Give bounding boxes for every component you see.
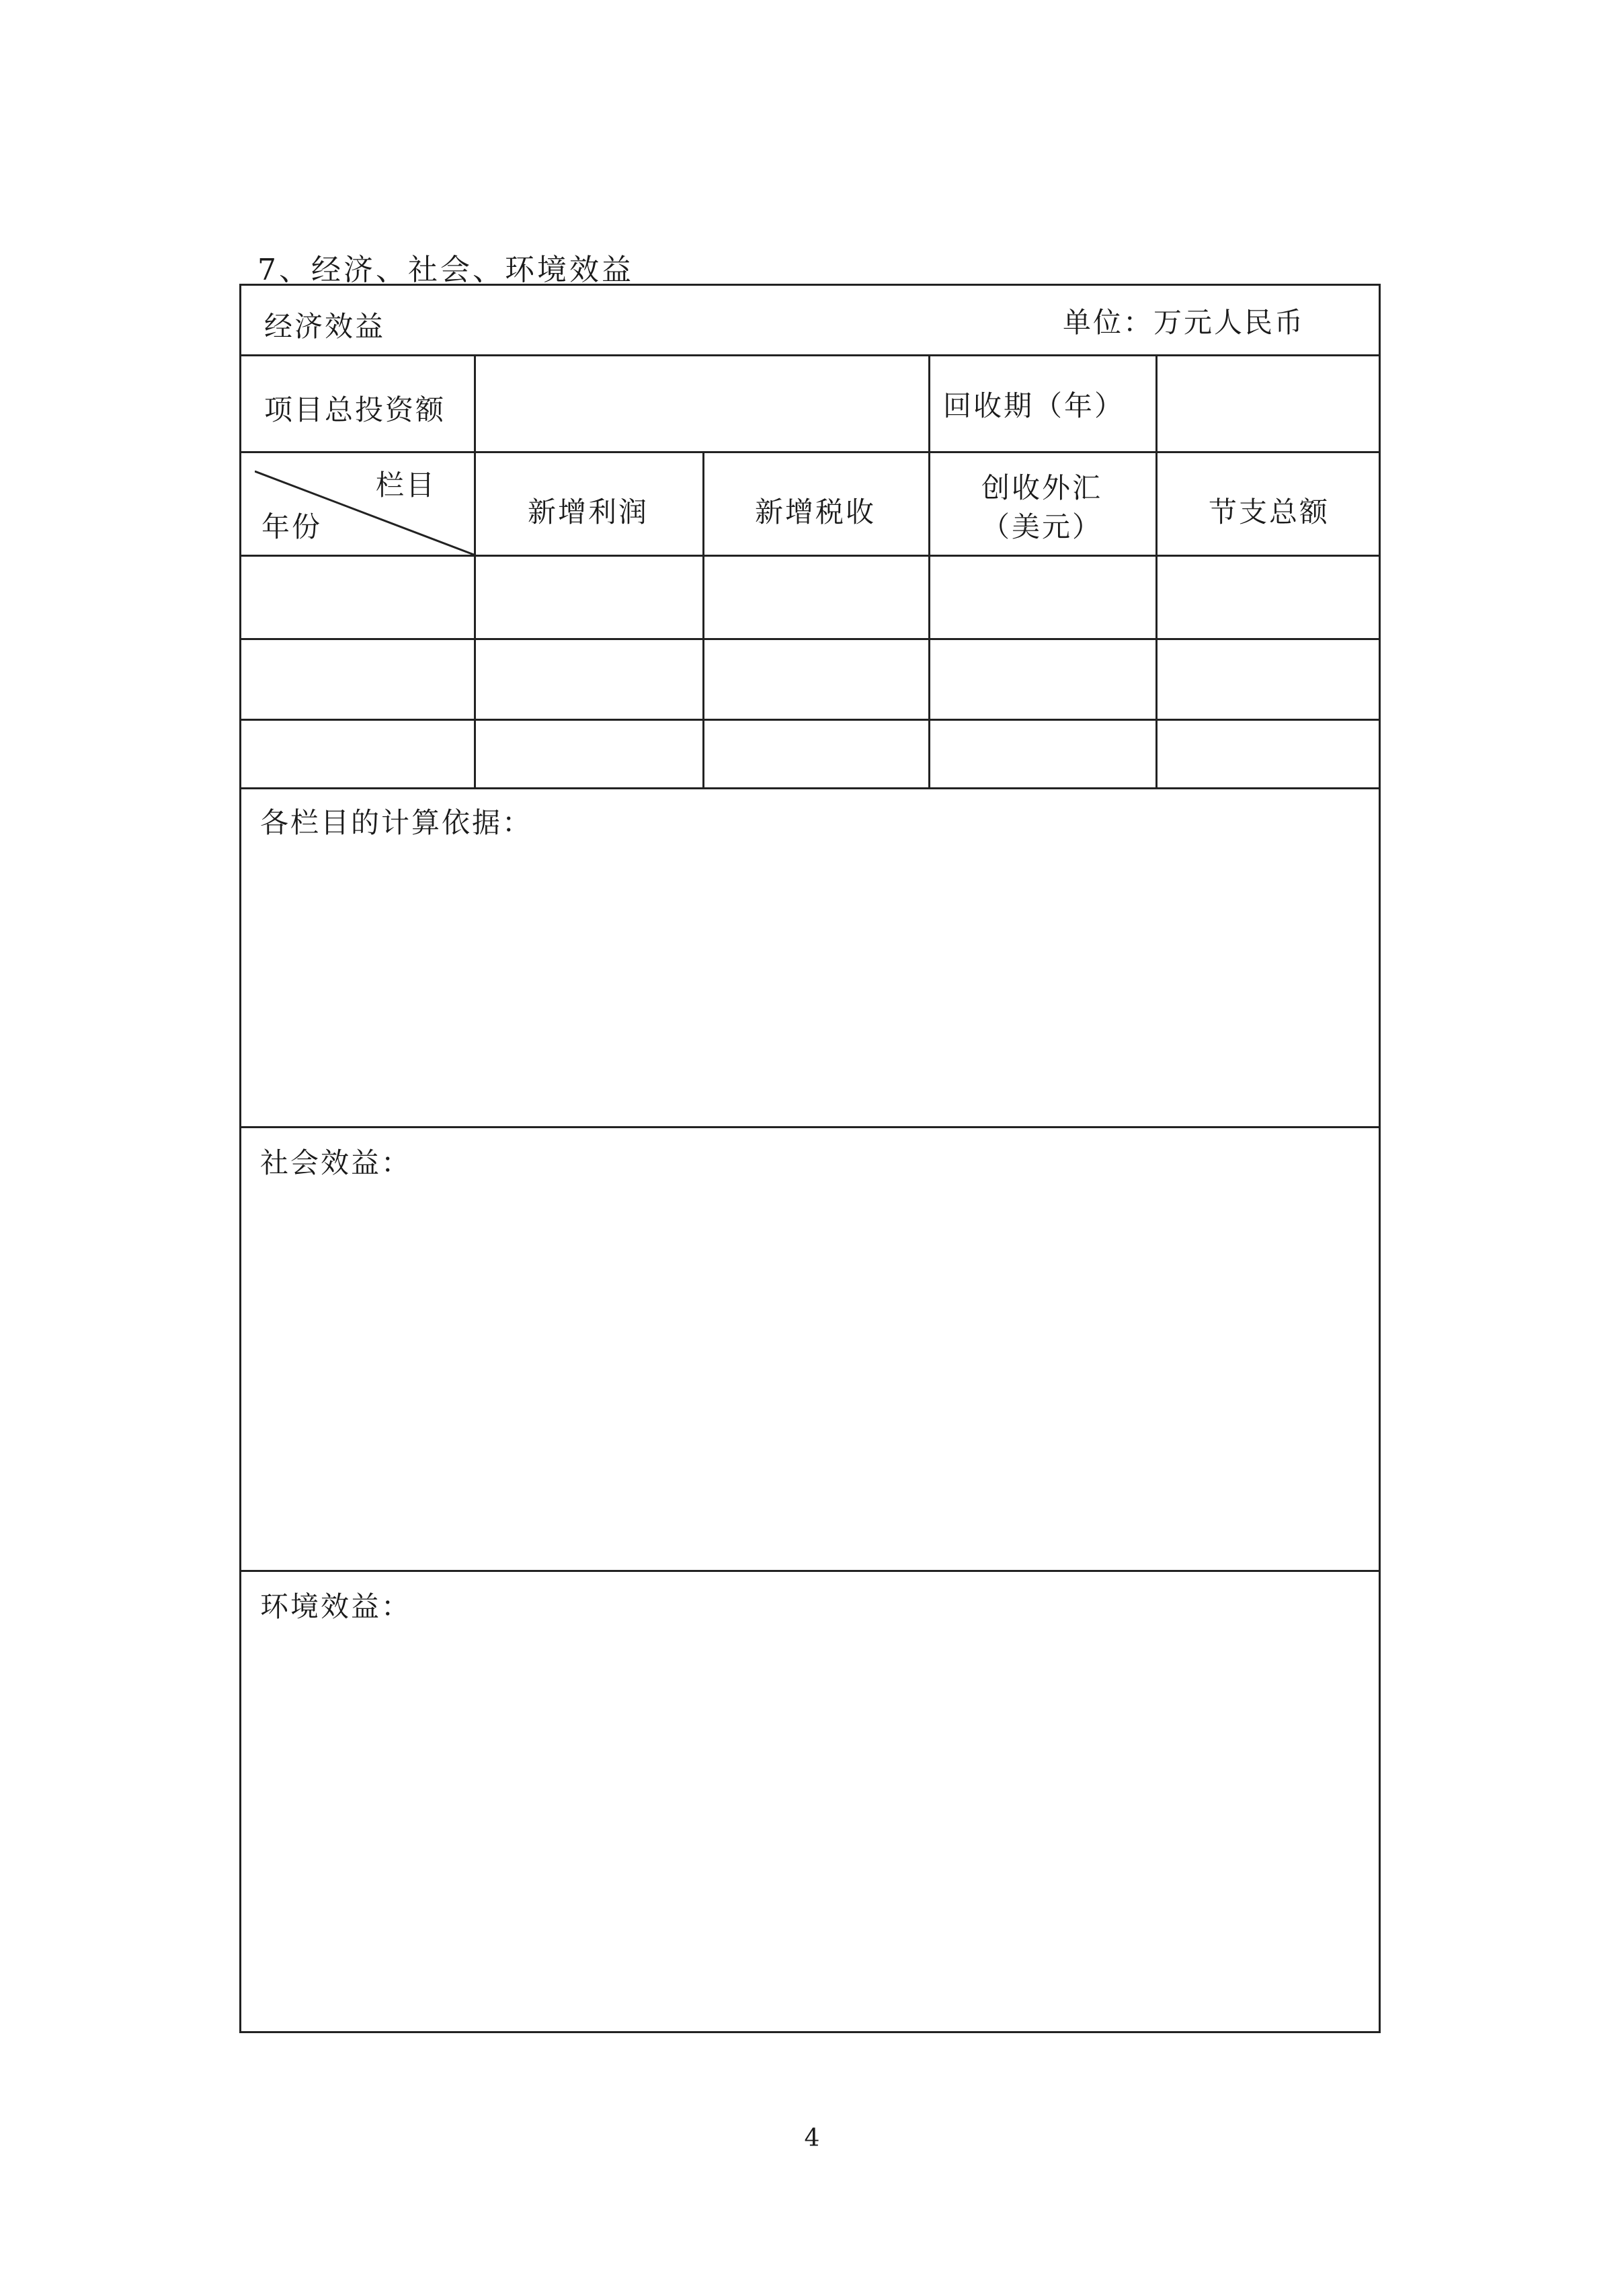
column-divider <box>474 354 476 451</box>
column-header-forex-unit: （美元） <box>981 510 1102 543</box>
column-header-savings: 节支总额 <box>1208 496 1330 528</box>
table-row[interactable] <box>241 719 1379 787</box>
table-row[interactable] <box>241 555 1379 638</box>
currency-unit-label: 单位：万元人民币 <box>1063 306 1305 339</box>
row-divider <box>241 451 1379 453</box>
column-header-forex: 创收外汇 <box>981 471 1102 504</box>
economic-benefit-title: 经济效益 <box>264 310 386 343</box>
social-benefit-area[interactable] <box>241 1180 1379 1570</box>
calculation-basis-area[interactable] <box>241 837 1379 1126</box>
row-divider <box>241 787 1379 789</box>
benefit-form-table <box>239 284 1381 2033</box>
row-divider <box>241 354 1379 356</box>
social-benefit-label: 社会效益： <box>260 1146 412 1179</box>
column-header-new-profit: 新增利润 <box>527 496 649 528</box>
calculation-basis-label: 各栏目的计算依据： <box>260 806 533 839</box>
total-investment-label: 项目总投资额 <box>264 393 446 426</box>
environmental-benefit-label: 环境效益： <box>260 1590 412 1623</box>
environmental-benefit-area[interactable] <box>241 1624 1379 2027</box>
column-corner-label: 栏目 <box>376 469 437 502</box>
payback-period-label: 回收期（年） <box>943 389 1125 422</box>
row-corner-label: 年份 <box>261 510 323 543</box>
section-heading: 7、经济、社会、环境效益 <box>257 253 634 287</box>
row-divider <box>241 1570 1379 1572</box>
table-row[interactable] <box>241 638 1379 719</box>
row-divider <box>241 1126 1379 1128</box>
column-header-new-tax: 新增税收 <box>754 496 876 528</box>
page-number: 4 <box>804 2125 820 2152</box>
